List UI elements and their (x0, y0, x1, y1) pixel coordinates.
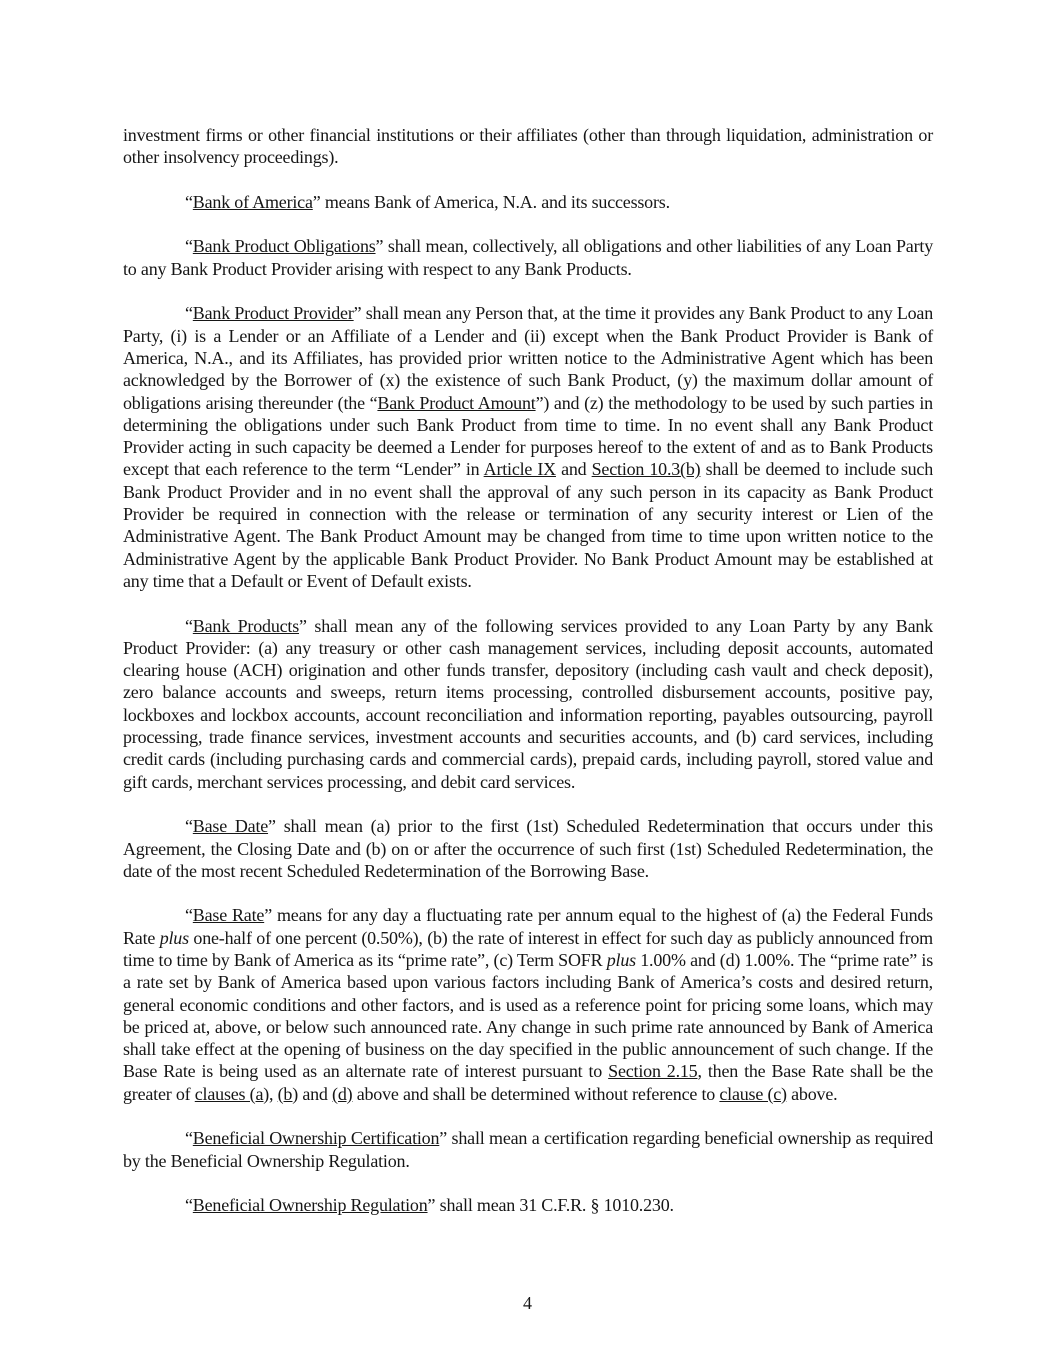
def-bank-product-provider (123, 302, 933, 592)
defined-term: Beneficial Ownership Regulation (192, 1195, 428, 1216)
text-run: above. (786, 1083, 838, 1104)
defined-term: clauses (a) (194, 1083, 270, 1104)
defined-term: Section 10.3(b) (591, 459, 701, 480)
def-bank-products (123, 615, 933, 793)
text-run: ” shall mean any of the following services provided to any Loan Party by any Bank Product Provider: (a) any treasury or other cash management services, including deposit accounts, automated clearing house (ACH) origination and other funds transfer, depository (including cash vault and check deposit), zero balance accounts and sweeps, return items processing, controlled disbursement accounts, positive pay, lockboxes and lockbox accounts, account reconciliation and information reporting, payables outsourcing, payroll processing, trade finance services, investment accounts and securities accounts, and (b) card services, including credit cards (including purchasing cards and commercial cards), prepaid cards, including payroll, stored value and gift cards, merchant services processing, and debit card services. (123, 615, 933, 792)
text-run: investment firms or other financial institutions or their affiliates (other than through liquidation, administration or other insolvency proceedings). (123, 125, 933, 168)
text-run: “ (185, 615, 193, 636)
text-run: “ (185, 905, 193, 926)
text-run: and (555, 459, 592, 480)
defined-term: Bank Products (192, 615, 300, 636)
text-run: ” shall mean 31 C.F.R. § 1010.230. (427, 1195, 674, 1216)
def-base-rate (123, 904, 933, 1105)
text-run: “ (185, 303, 193, 324)
defined-term: Base Rate (192, 905, 265, 926)
document-body (123, 124, 933, 1239)
text-run: “ (185, 236, 193, 257)
defined-term: (b) (277, 1083, 299, 1104)
defined-term: Section 2.15 (608, 1061, 698, 1082)
def-beneficial-ownership-regulation (123, 1194, 933, 1216)
text-run: “ (185, 816, 193, 837)
italic-text: plus (159, 927, 189, 948)
text-run: ” means Bank of America, N.A. and its successors. (312, 191, 670, 212)
defined-term: Beneficial Ownership Certification (192, 1128, 440, 1149)
def-beneficial-ownership-certification (123, 1127, 933, 1172)
def-bank-of-america (123, 191, 933, 213)
text-run: and (298, 1083, 333, 1104)
defined-term: (d) (332, 1083, 353, 1104)
defined-term: Base Date (192, 816, 269, 837)
defined-term: clause (c) (719, 1083, 787, 1104)
page-number: 4 (523, 1293, 532, 1313)
text-run: “ (185, 191, 193, 212)
def-base-date (123, 815, 933, 882)
italic-text: plus (606, 949, 636, 970)
defined-term: Bank Product Obligations (192, 236, 376, 257)
text-run: 1.00% and (d) 1.00%. The “prime rate” is a rate set by Bank of America based upon various factors including Bank of America’s costs and desired return, general economic conditions and other factors, and is used as a reference point for pricing some loans, which may be priced at, above, or below such announced rate. Any change in such prime rate announced by Bank of America shall take effect at the opening of business on the day specified in the public announcement of such change. If the Base Rate is being used as an alternate rate of interest pursuant to (123, 949, 933, 1082)
text-run: “ (185, 1128, 193, 1149)
text-run: , (269, 1083, 278, 1104)
defined-term: Article IX (483, 459, 556, 480)
text-run: ”) and (z) the methodology to be used by such parties in determining the obligations under such Bank Product from time to time. In no event shall any Bank Product Provider acting in such capacity be deemed a Lender for purposes hereof to the extent of and as to Bank Products except that each reference to the term “Lender” in (123, 392, 933, 480)
text-run: shall be deemed to include such Bank Product Provider and in no event shall the approval of any such person in its capacity as Bank Product Provider be required in connection with the release or termination of any security interest or Lien of the Administrative Agent. The Bank Product Amount may be changed from time to time upon written notice to the Administrative Agent by the applicable Bank Product Provider. No Bank Product Amount may be established at any time that a Default or Event of Default exists. (123, 459, 934, 591)
continuation-paragraph (123, 124, 933, 169)
defined-term: Bank Product Provider (192, 303, 354, 324)
text-run: ” shall mean, collectively, all obligations and other liabilities of any Loan Party to any Bank Product Provider arising with respect to any Bank Products. (123, 236, 933, 279)
defined-term: Bank of America (192, 191, 313, 212)
text-run: , then the Base Rate shall be the greater of (123, 1061, 934, 1104)
text-run: ” shall mean any Person that, at the time it provides any Bank Product to any Loan Party, (i) is a Lender or an Affiliate of a Lender and (ii) except when the Bank Product Provider is Bank of America, N.A., and its Affiliates, has provided prior written notice to the Administrative Agent which has been acknowledged by the Borrower of (x) the existence of such Bank Product, (y) the maximum dollar amount of obligations arising thereunder (the “ (123, 303, 934, 413)
defined-term: Bank Product Amount (377, 392, 536, 413)
text-run: “ (185, 1195, 193, 1216)
text-run: ” shall mean (a) prior to the first (1st) Scheduled Redetermination that occurs under this Agreement, the Closing Date and (b) on or after the occurrence of such first (1st) Scheduled Redetermination, the date of the most recent Scheduled Redetermination of the Borrowing Base. (123, 816, 933, 881)
text-run: one-half of one percent (0.50%), (b) the rate of interest in effect for such day as publicly announced from time to time by Bank of America as its “prime rate”, (c) Term SOFR (123, 927, 933, 970)
text-run: above and shall be determined without reference to (352, 1083, 720, 1104)
def-bank-product-obligations (123, 235, 933, 280)
text-run: ” means for any day a fluctuating rate per annum equal to the highest of (a) the Federal Funds Rate (123, 905, 933, 948)
text-run: ” shall mean a certification regarding beneficial ownership as required by the Beneficial Ownership Regulation. (123, 1128, 933, 1171)
